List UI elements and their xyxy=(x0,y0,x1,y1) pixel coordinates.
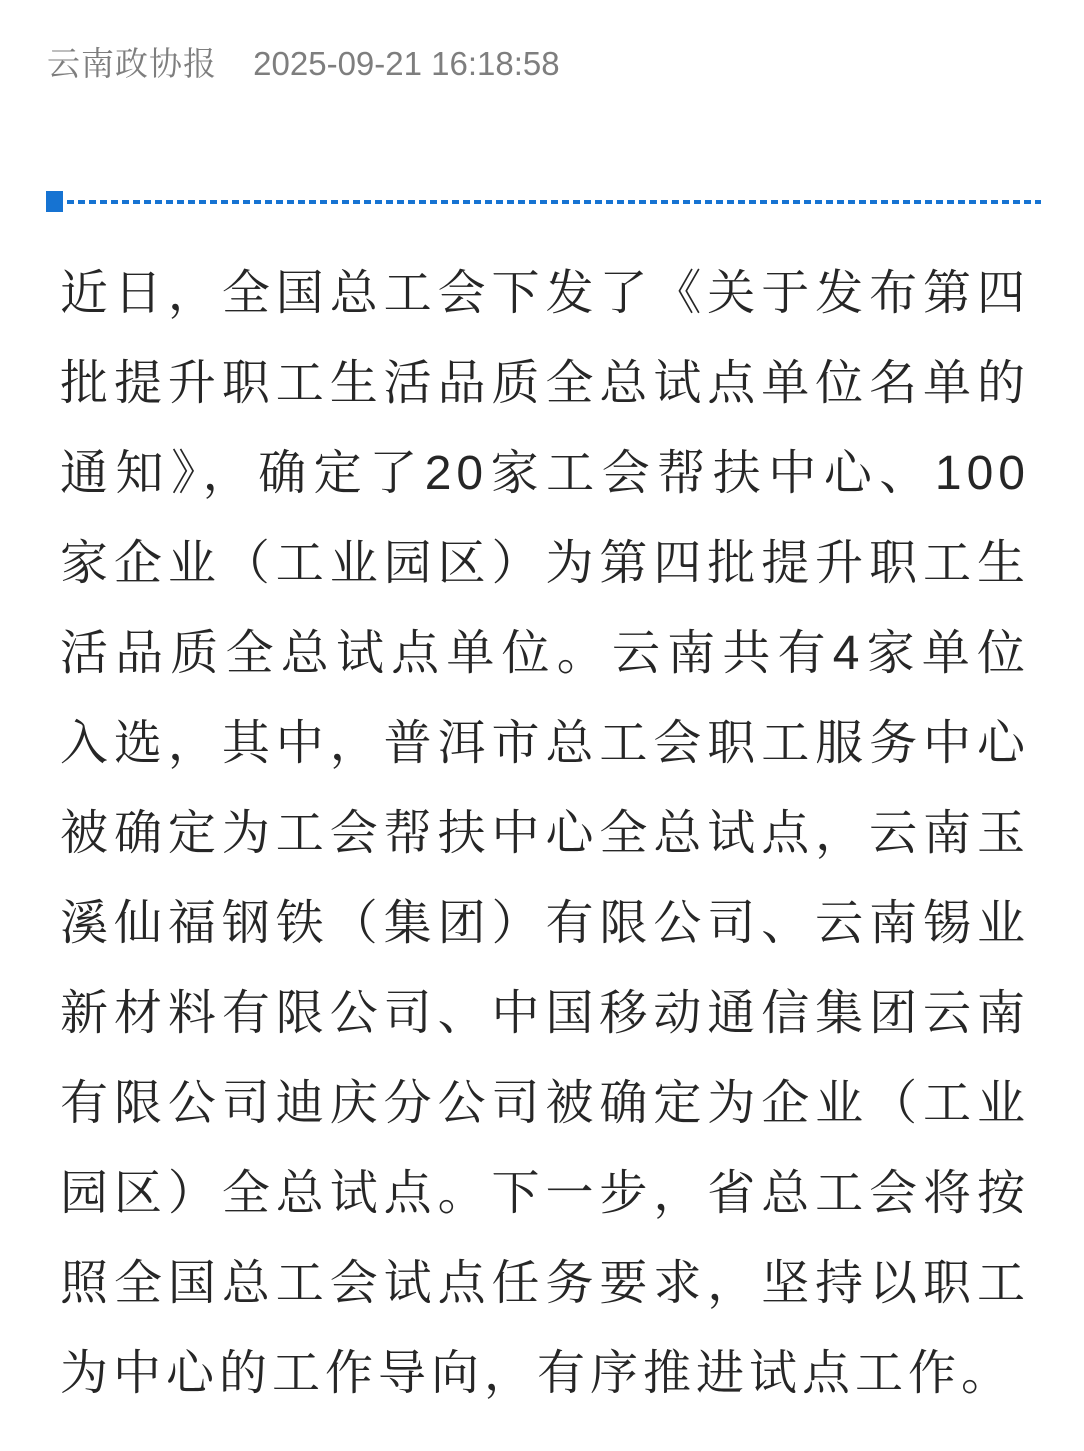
divider-dashed-line xyxy=(67,200,1041,204)
divider-square-marker xyxy=(46,191,63,212)
publisher-name: 云南政协报 xyxy=(47,45,217,82)
article-meta-header xyxy=(47,41,1044,87)
publish-timestamp: 2025-09-21 16:18:58 xyxy=(253,45,560,82)
section-divider xyxy=(46,191,1084,212)
article-paragraph: 近日，全国总工会下发了《关于发布第四批提升职工生活品质全总试点单位名单的通知》，确定了20家工会帮扶中心、100家企业（工业园区）为第四批提升职工生活品质全总试点单位。云南共有4家单位入选，其中，普洱市总工会职工服务中心被确定为工会帮扶中心全总试点，云南玉溪仙福钢铁（集团）有限公司、云南锡业新材料有限公司、中国移动通信集团云南有限公司迪庆分公司被确定为企业（工业园区）全总试点。下一步，省总工会将按照全国总工会试点任务要求，坚持以职工为中心的工作导向，有序推进试点工作。 xyxy=(60,267,1030,1400)
